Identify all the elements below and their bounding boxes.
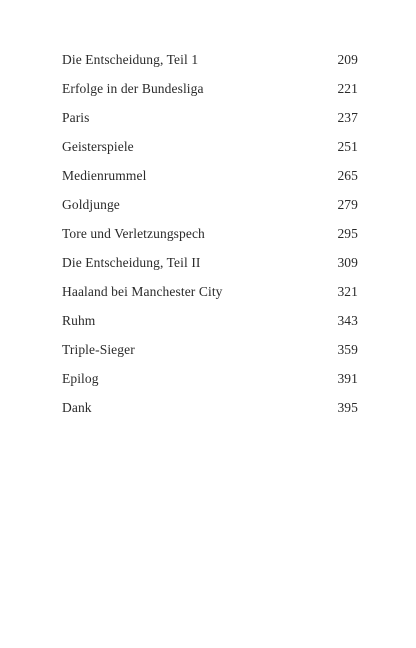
toc-entry-page: 359 (337, 342, 358, 357)
toc-entry-title: Haaland bei Manchester City (62, 284, 223, 299)
toc-entry (62, 50, 358, 79)
toc-entry (62, 224, 358, 253)
toc-entry (62, 311, 358, 340)
toc-entry-page: 309 (337, 255, 358, 270)
toc-entry (62, 137, 358, 166)
toc-entry (62, 282, 358, 311)
toc-entry-title: Medienrummel (62, 168, 147, 183)
toc-entry-title: Epilog (62, 371, 99, 386)
toc-entry (62, 253, 358, 282)
toc-entry-title: Geisterspiele (62, 139, 134, 154)
toc-entry-page: 221 (337, 81, 358, 96)
table-of-contents (62, 50, 358, 427)
toc-entry-page: 321 (337, 284, 358, 299)
toc-entry-title: Die Entscheidung, Teil 1 (62, 52, 199, 67)
toc-entry-page: 279 (337, 197, 358, 212)
toc-entry-page: 395 (337, 400, 358, 415)
toc-entry-page: 237 (337, 110, 358, 125)
toc-entry (62, 340, 358, 369)
toc-entry-title: Ruhm (62, 313, 96, 328)
toc-entry-page: 391 (337, 371, 358, 386)
toc-entry-title: Tore und Verletzungspech (62, 226, 205, 241)
toc-entry-title: Dank (62, 400, 92, 415)
toc-entry-title: Triple-Sieger (62, 342, 135, 357)
toc-entry-page: 251 (337, 139, 358, 154)
toc-entry-page: 295 (337, 226, 358, 241)
toc-entry (62, 398, 358, 427)
toc-entry (62, 79, 358, 108)
toc-entry (62, 166, 358, 195)
toc-entry-page: 265 (337, 168, 358, 183)
toc-entry-title: Die Entscheidung, Teil II (62, 255, 201, 270)
toc-entry (62, 195, 358, 224)
toc-entry-page: 209 (337, 52, 358, 67)
toc-entry-title: Erfolge in der Bundesliga (62, 81, 204, 96)
toc-entry-title: Paris (62, 110, 90, 125)
toc-entry-page: 343 (337, 313, 358, 328)
toc-entry (62, 369, 358, 398)
toc-entry (62, 108, 358, 137)
toc-entry-title: Goldjunge (62, 197, 120, 212)
